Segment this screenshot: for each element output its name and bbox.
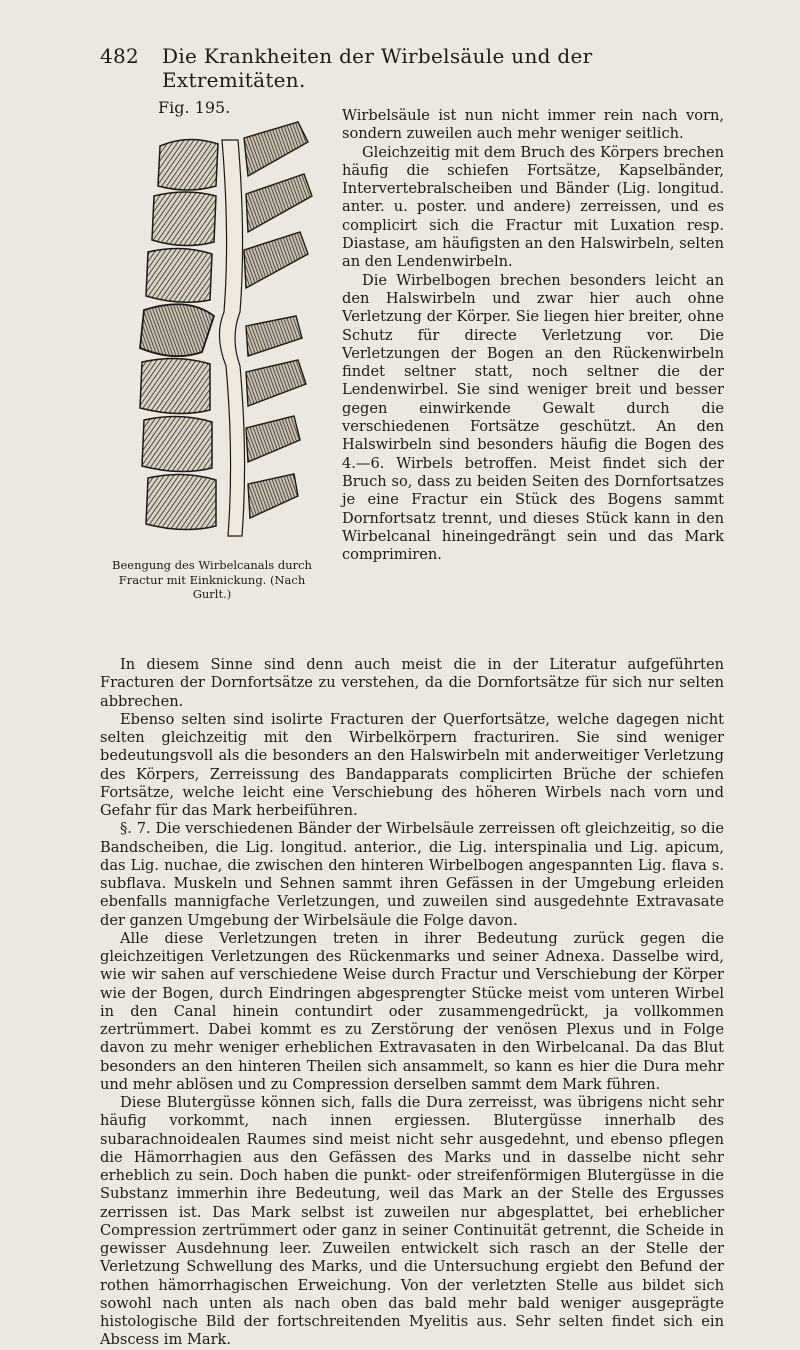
figure-caption: Beengung des Wirbelcanals durch Fractur mit Einknickung. (Nach Gurlt.) — [112, 558, 312, 601]
running-header — [100, 44, 720, 92]
column-paragraph: Die Wirbelbogen brechen besonders leicht an den Halswirbeln und zwar hier auch ohne Verletzung der Körper. Sie liegen hier breiter, ohne Schutz für directe Verletzung vor. Die Verletzungen der Bogen an den Rückenwirbeln findet seltner statt, noch seltner die der Lendenwirbel. Sie sind weniger breit und besser gegen einwirkende Gewalt durch die verschiedenen Fortsätze geschützt. An den Halswirbeln sind besonders häufig die Bogen des 4.—6. Wirbels betroffen. Meist findet sich der Bruch so, dass zu beiden Seiten des Dornfortsatzes je eine Fractur ein Stück des Bogens sammt Dornfortsatz trennt, und dieses Stück kann in den Wirbelcanal hineingedrängt sein und das Mark comprimiren. — [342, 271, 724, 564]
running-title: Die Krankheiten der Wirbelsäule und der Extremitäten. — [162, 44, 593, 92]
column-text — [342, 107, 724, 564]
body-paragraph: Diese Blutergüsse können sich, falls die Dura zerreisst, was übrigens nicht sehr häufig vorkommt, nach innen ergiessen. Blutergüsse innerhalb des subarachnoidealen Raumes sind meist nicht sehr ausgedehnt, und ebenso pflegen die Hämorrhagien aus den Gefässen des Marks und in dasselbe nicht sehr erheblich zu sein. Doch haben die punkt- oder streifenförmigen Blutergüsse in die Substanz immerhin ihre Bedeutung, weil das Mark an der Stelle des Ergusses zerrissen ist. Das Mark selbst ist zuweilen nur abgesplattet, bei erheblicher Compression zertrümmert oder ganz in seiner Continuität getrennt, die Scheide in gewisser Ausdehnung leer. Zuweilen entwickelt sich rasch an der Stelle der Verletzung Schwellung des Marks, und die Untersuchung ergiebt den Befund der rothen hämorrhagischen Erweichung. Von der verletzten Stelle aus bildet sich sowohl nach unten als nach oben das bald mehr bald weniger ausgeprägte histologische Bild der fortschreitenden Myelitis aus. Sehr selten findet sich ein Abscess im Mark. — [100, 1094, 724, 1349]
figure-195 — [98, 98, 326, 601]
body-paragraph: Alle diese Verletzungen treten in ihrer Bedeutung zurück gegen die gleichzeitigen Verletzungen des Rückenmarks und seiner Adnexa. Dasselbe wird, wie wir sahen auf verschiedene Weise durch Fractur und Verschiebung der Körper wie der Bogen, durch Eindringen abgesprengter Stücke meist vom unteren Wirbel in den Canal hinein contundirt oder zusammengedrückt, ja vollkommen zertrümmert. Dabei kommt es zu Zerstörung der venösen Plexus und in Folge davon zu mehr weniger erheblichen Extravasaten in den Wirbelcanal. Da das Blut besonders an den hinteren Theilen sich ansammelt, so kann es hier die Dura mehr und mehr ablösen und zu Compression derselben sammt dem Mark führen. — [100, 929, 724, 1093]
figure-label: Fig. 195. — [158, 98, 231, 117]
column-paragraph: Gleichzeitig mit dem Bruch des Körpers brechen häufig die schiefen Fortsätze, Kapselbänder, Intervertebralscheiben und Bänder (Lig. longitud. anter. u. poster. und andere) zerreissen, und es complicirt sich die Fractur mit Luxation resp. Diastase, am häufigsten an den Halswirbeln, selten an den Lendenwirbeln. — [342, 143, 724, 271]
body-text — [100, 656, 724, 1350]
spine-fracture-illustration — [98, 116, 326, 556]
column-paragraph: Wirbelsäule ist nun nicht immer rein nach vorn, sondern zuweilen auch mehr weniger seitlich. — [342, 107, 724, 143]
vertebral-bodies — [140, 139, 218, 529]
body-paragraph: In diesem Sinne sind denn auch meist die in der Literatur aufgeführten Fracturen der Dornfortsätze zu verstehen, da die Dornfortsätze für sich nur selten abbrechen. — [100, 656, 724, 710]
body-paragraph: Ebenso selten sind isolirte Fracturen der Querfortsätze, welche dagegen nicht selten gleichzeitig mit den Wirbelkörpern fracturiren. Sie sind weniger bedeutungsvoll als die besonders an den Halswirbeln mit anderweitiger Verletzung des Körpers, Zerreissung des Bandapparats complicirten Brüche der schiefen Fortsätze, welche leicht eine Verschiebung des höheren Wirbels nach vorn und Gefahr für das Mark herbeiführen. — [100, 710, 724, 819]
vertebral-arches — [244, 122, 312, 518]
body-paragraph: §. 7. Die verschiedenen Bänder der Wirbelsäule zerreissen oft gleichzeitig, so die Bandscheiben, die Lig. longitud. anterior., die Lig. interspinalia und Lig. apicum, das Lig. nuchae, die zwischen den hinteren Wirbelbogen angespannten Lig. flava s. subflava. Muskeln und Sehnen sammt ihren Gefässen in der Umgebung erleiden ebenfalls mannigfache Verletzungen, und zuweilen sind ausgedehnte Extravasate der ganzen Umgebung der Wirbelsäule die Folge davon. — [100, 820, 724, 929]
spinal-canal — [219, 140, 244, 536]
page-number: 482 — [100, 44, 140, 68]
